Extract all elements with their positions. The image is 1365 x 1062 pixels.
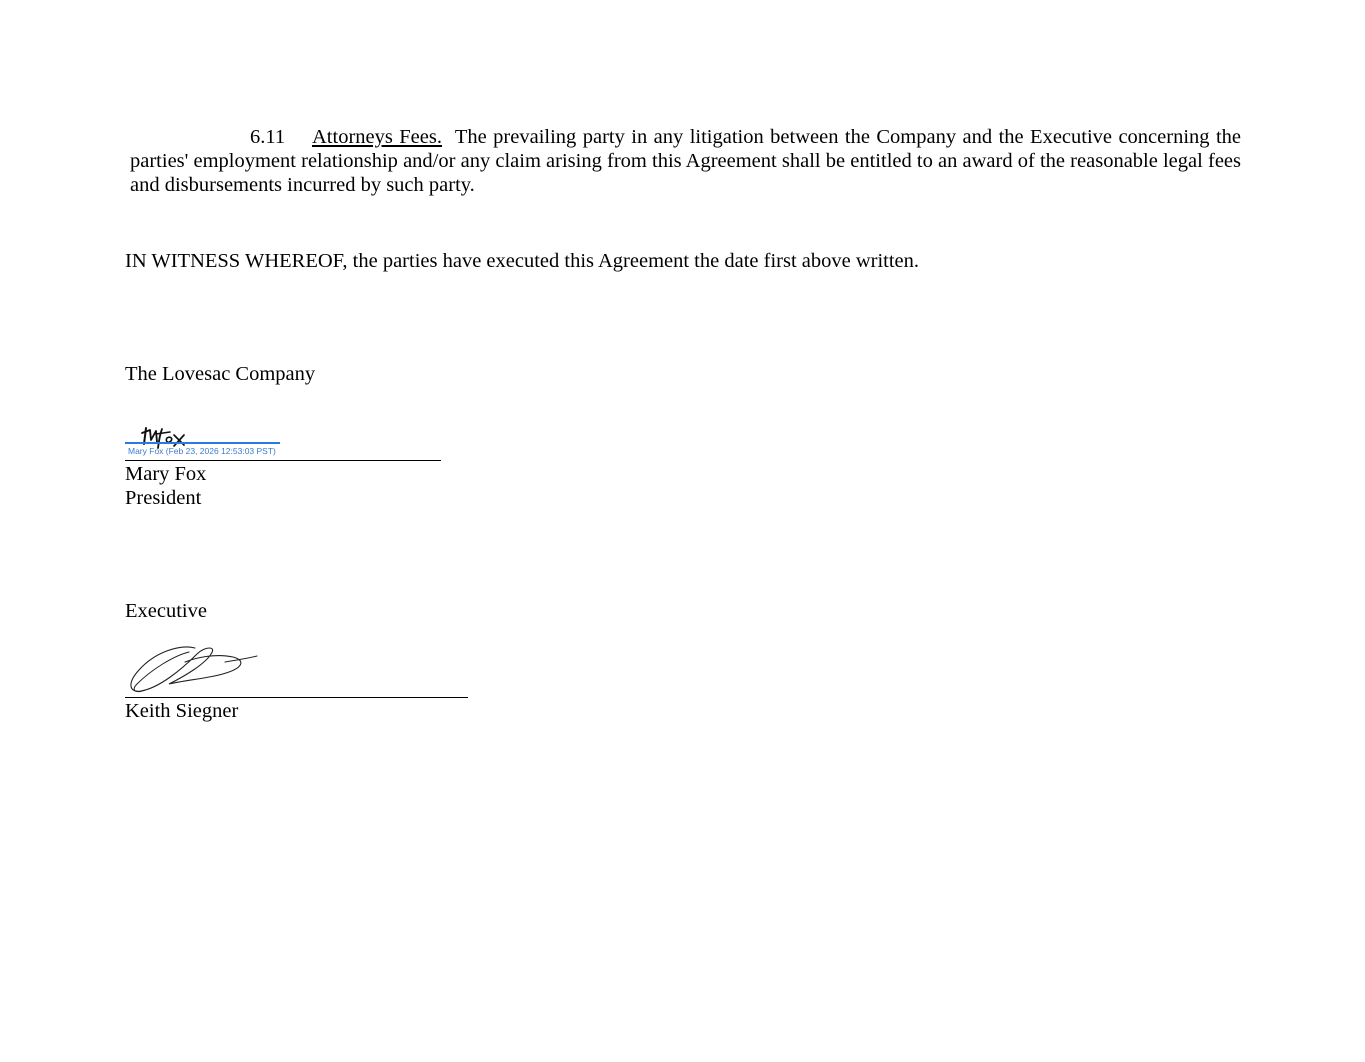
section-number: 6.11: [250, 126, 286, 148]
company-signature-line: [125, 460, 441, 461]
section-6-11-paragraph: [130, 125, 1241, 197]
esign-underline: [125, 442, 280, 444]
company-name: The Lovesac Company: [125, 363, 316, 385]
executive-signature-line: [125, 697, 468, 698]
executive-signer-name: Keith Siegner: [125, 700, 239, 722]
section-body: The prevailing party in any litigation between the Company and the Executive concerning the parties' employment relationship and/or any claim arising from this Agreement shall be entitled to an award of the reasonable legal fees and disbursements incurred by such party.: [130, 126, 1241, 196]
witness-clause: IN WITNESS WHEREOF, the parties have executed this Agreement the date first above written.: [125, 250, 920, 272]
keith-siegner-signature: [125, 640, 265, 696]
executive-label: Executive: [125, 600, 207, 622]
esign-caption: Mary Fox (Feb 23, 2026 12:53:03 PST): [128, 446, 276, 456]
company-signer-title: President: [125, 487, 202, 509]
company-signer-name: Mary Fox: [125, 463, 207, 485]
section-heading: Attorneys Fees.: [312, 126, 442, 148]
